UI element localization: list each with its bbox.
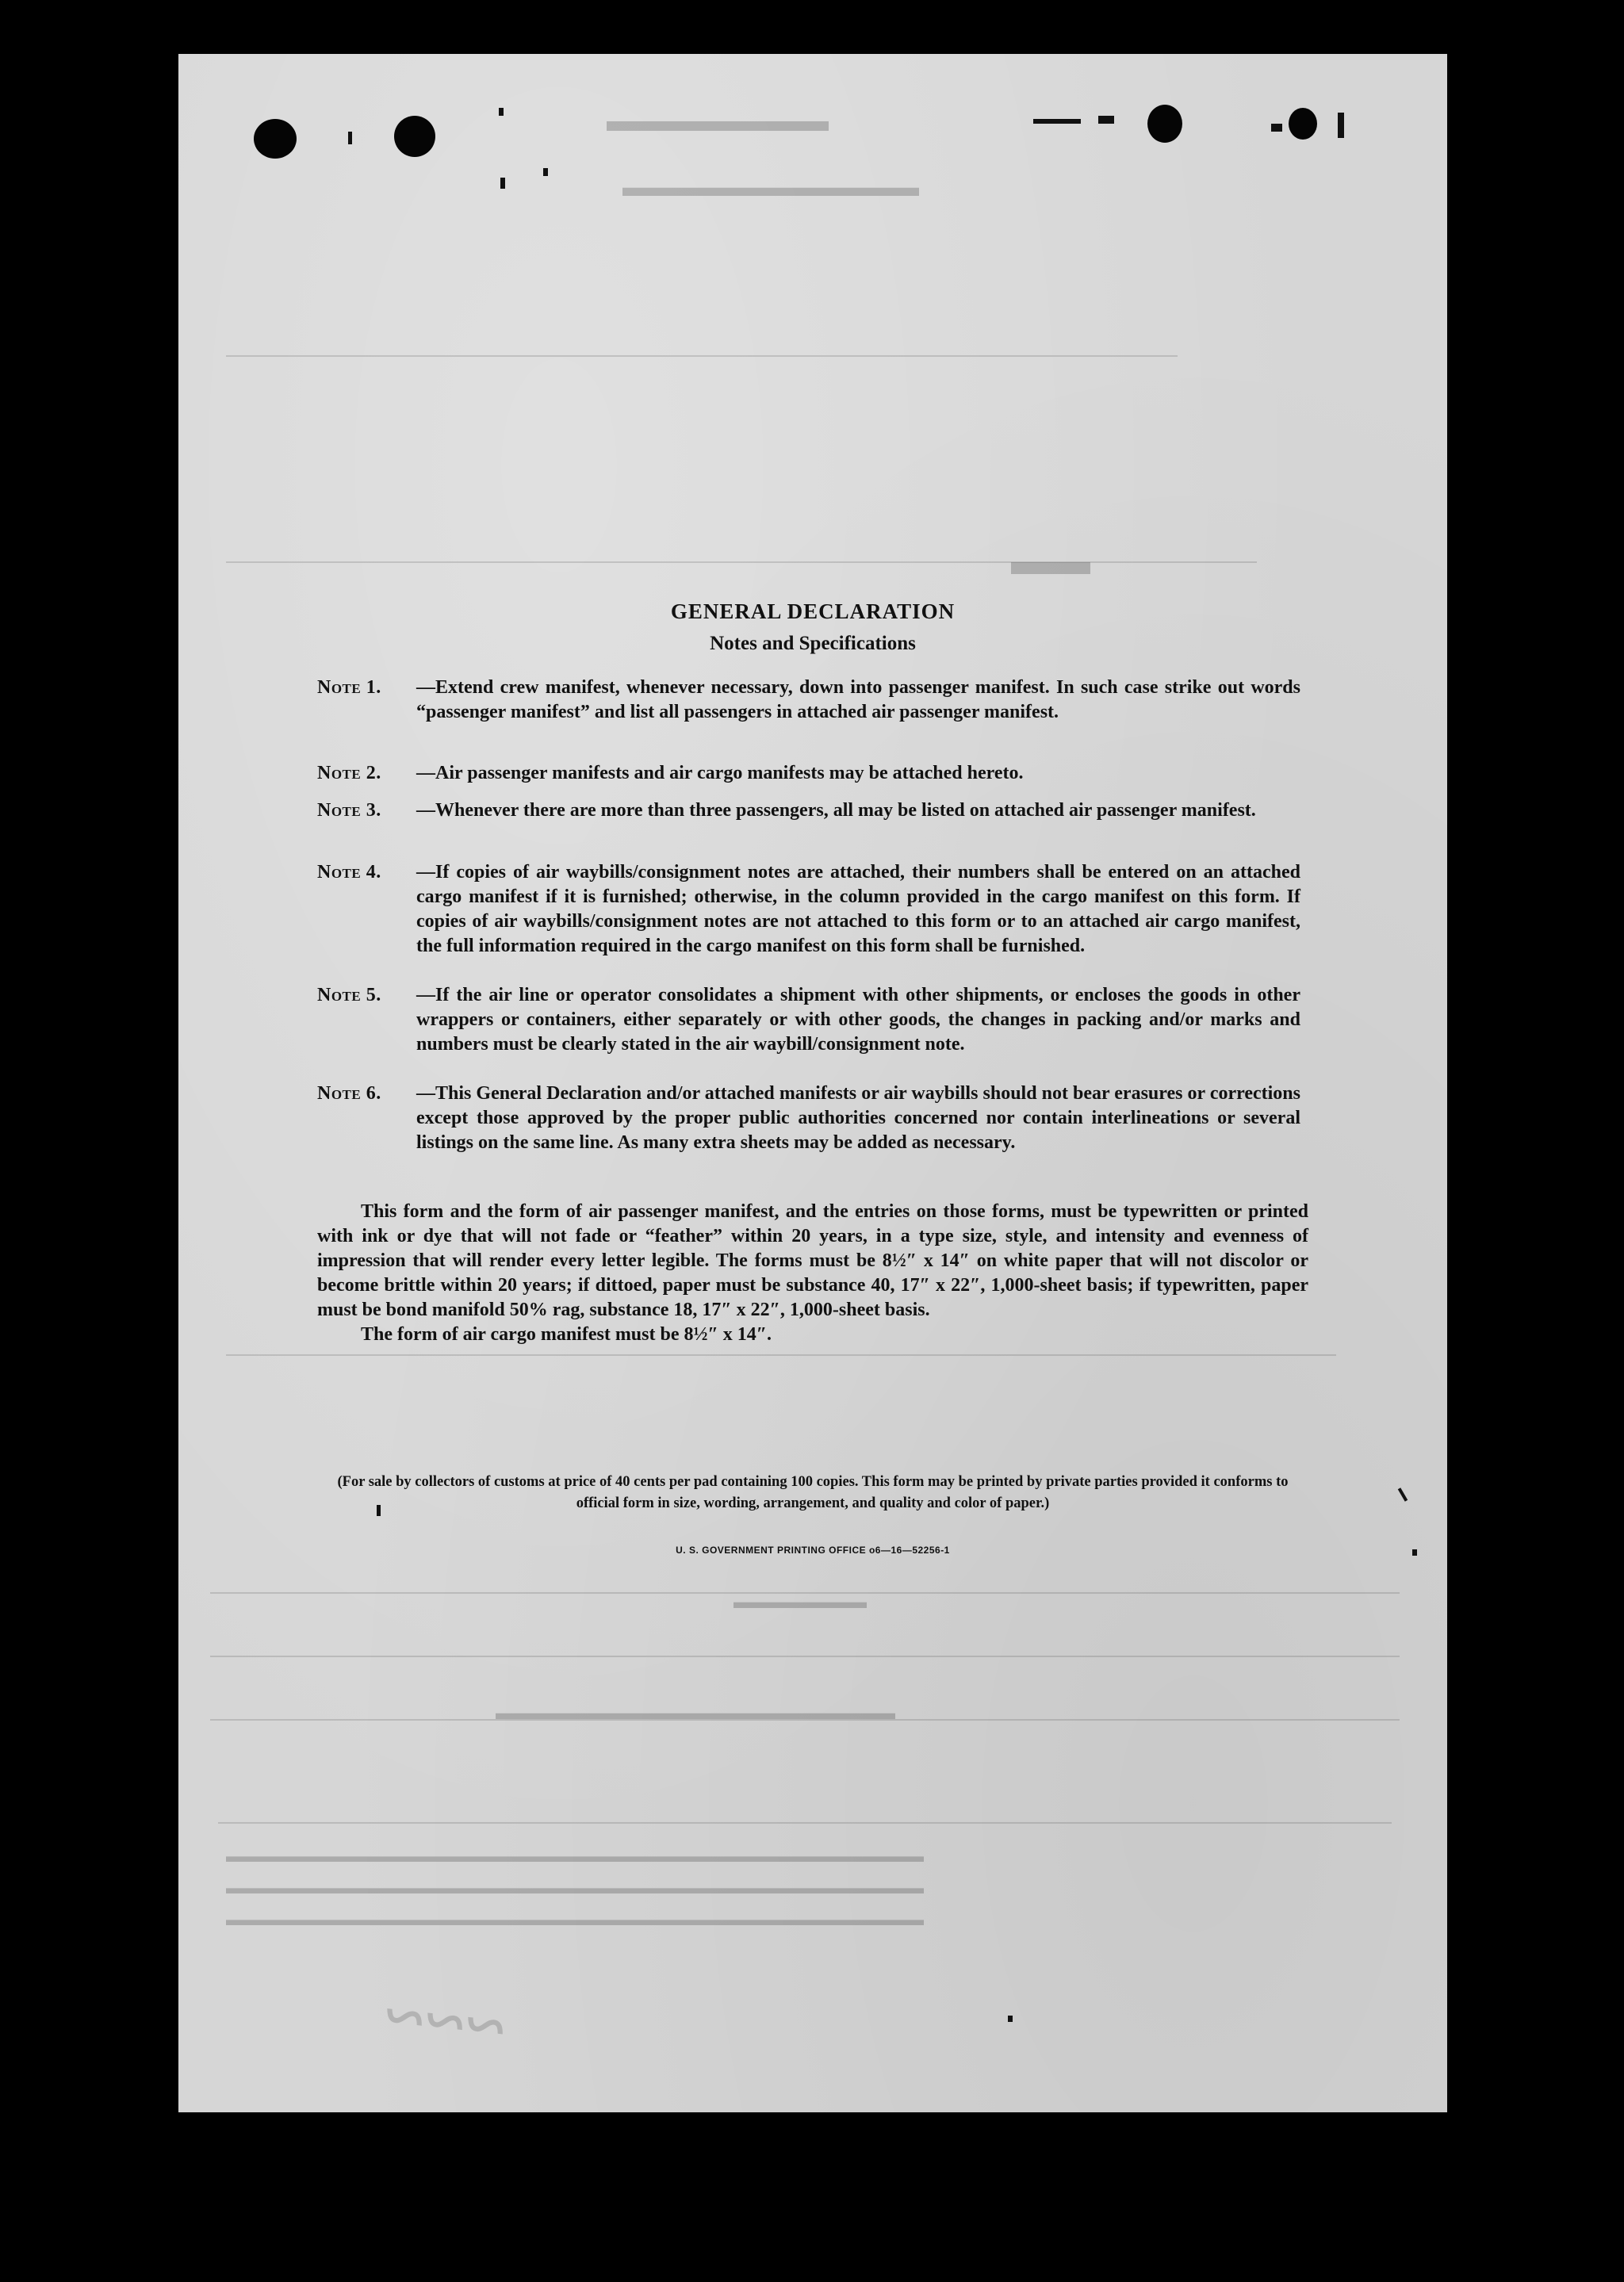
- cargo-manifest-size-paragraph: The form of air cargo manifest must be 8½″ x 14″.: [361, 1324, 772, 1345]
- show-through-rule: [210, 1656, 1400, 1657]
- punch-hole-right-1: [1147, 105, 1182, 143]
- note-3: [317, 798, 1300, 823]
- note-text: —Air passenger manifests and air cargo manifests may be attached hereto.: [416, 763, 1024, 783]
- show-through-text: ▬▬▬▬▬▬▬▬▬▬▬▬▬▬▬▬▬▬▬▬▬: [496, 1703, 895, 1724]
- ink-speck: [1398, 1488, 1408, 1502]
- ink-speck: [500, 178, 505, 189]
- ink-speck: [1271, 124, 1282, 132]
- printing-office-line: U. S. GOVERNMENT PRINTING OFFICE o6—16—52256-1: [676, 1545, 950, 1556]
- note-5: [317, 983, 1300, 1057]
- ink-speck: [1098, 116, 1114, 124]
- punch-hole-center: [394, 116, 435, 157]
- show-through-signature: ~~~: [381, 1976, 511, 2067]
- note-text: —If the air line or operator consolidates a shipment with other shipments, or encloses the goods in other wrappers or containers, either separately or with other goods, the changes in packing and/or marks and numbers must be clearly stated in the air waybill/consignment note.: [416, 985, 1300, 1055]
- paper-specification-paragraph: This form and the form of air passenger manifest, and the entries on those forms, must be typewritten or printed with ink or dye that will not fade or “feather” within 20 years, in a type size, style, and intensity and evenness of impression that will render every letter legible. The forms must be 8½″ x 14″ on white paper that will not discolor or become brittle within 20 years; if dittoed, paper must be substance 40, 17″ x 22″, 1,000-sheet basis; if typewritten, paper must be bond manifold 50% rag, substance 18, 17″ x 22″, 1,000-sheet basis.: [317, 1201, 1308, 1320]
- show-through-text: ▬▬: [1011, 538, 1090, 583]
- show-through-text: ▬▬▬▬▬▬▬▬▬▬▬▬▬▬▬▬▬▬▬▬▬▬▬▬▬▬▬▬▬▬▬▬▬▬▬▬▬▬▬▬: [226, 1909, 924, 1929]
- show-through-rule: [226, 355, 1178, 357]
- ink-speck: [1033, 119, 1081, 124]
- punch-hole-right-2: [1289, 108, 1317, 140]
- note-4: [317, 860, 1300, 959]
- ink-speck: [543, 168, 548, 176]
- note-1: [317, 676, 1300, 725]
- note-label: Note 6.: [317, 1083, 381, 1104]
- sale-note: (For sale by collectors of customs at price of 40 cents per pad containing 100 copies. This form may be printed by private parties provided it conforms to official form in size, wording, arrangement, and quality and color of paper.): [337, 1474, 1289, 1511]
- show-through-text: ▬▬▬▬▬▬▬▬▬▬▬▬▬▬▬▬▬▬▬▬▬▬▬▬▬▬▬▬▬▬▬▬▬▬▬▬▬▬▬▬: [226, 1846, 924, 1866]
- note-6: [317, 1082, 1300, 1155]
- note-label: Note 1.: [317, 677, 381, 698]
- show-through-text: ▬▬▬▬▬▬▬: [607, 102, 829, 138]
- ink-speck: [1338, 113, 1344, 138]
- note-text: —If copies of air waybills/consignment notes are attached, their numbers shall be entered on an attached cargo manifest if it is furnished; otherwise, in the column provided in the cargo manifest on this form. If copies of air waybills/consignment notes are not attached to this form or to an attached air cargo manifest, the full information required in the cargo manifest on this form shall be furnished.: [416, 862, 1300, 956]
- show-through-text: ▬▬▬▬▬▬▬▬▬▬▬: [622, 173, 919, 202]
- show-through-rule: [218, 1822, 1392, 1824]
- ink-speck: [377, 1505, 381, 1516]
- note-text: —This General Declaration and/or attached manifests or air waybills should not bear erasures or corrections except those approved by the proper public authorities concerned nor contain interlineations or several listings on the same line. As many extra sheets may be added as necessary.: [416, 1083, 1300, 1153]
- show-through-text: ▬▬▬▬▬▬▬: [733, 1592, 867, 1613]
- note-text: —Whenever there are more than three passengers, all may be listed on attached air passenger manifest.: [416, 800, 1256, 821]
- document-subtitle: Notes and Specifications: [710, 633, 916, 654]
- ink-speck: [348, 132, 352, 144]
- punch-hole-left: [254, 119, 297, 159]
- document-page: [178, 54, 1447, 2112]
- ink-speck: [499, 108, 504, 116]
- note-label: Note 4.: [317, 862, 381, 883]
- note-label: Note 5.: [317, 985, 381, 1005]
- ink-speck: [1008, 2016, 1013, 2022]
- note-label: Note 2.: [317, 763, 381, 783]
- note-2: [317, 761, 1300, 786]
- note-text: —Extend crew manifest, whenever necessary, down into passenger manifest. In such case strike out words “passenger manifest” and list all passengers in attached air passenger manifest.: [416, 677, 1300, 722]
- document-title: GENERAL DECLARATION: [670, 599, 956, 623]
- note-label: Note 3.: [317, 800, 381, 821]
- ink-speck: [1412, 1549, 1417, 1556]
- show-through-rule: [226, 561, 1257, 563]
- show-through-text: ▬▬▬▬▬▬▬▬▬▬▬▬▬▬▬▬▬▬▬▬▬▬▬▬▬▬▬▬▬▬▬▬▬▬▬▬▬▬▬▬: [226, 1878, 924, 1897]
- show-through-rule: [226, 1354, 1336, 1356]
